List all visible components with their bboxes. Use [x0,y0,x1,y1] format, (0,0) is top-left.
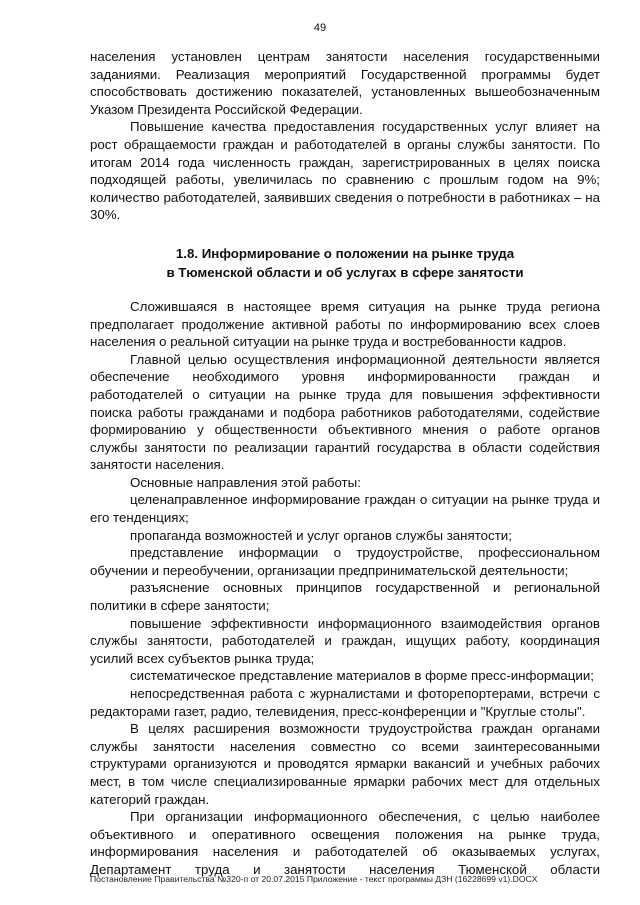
page-content [90,48,600,879]
page-number: 49 [313,22,327,34]
list-item: целенаправленное информирование граждан о ситуации на рынке труда и его тенденциях; [90,492,600,526]
section-heading-line: в Тюменской области и об услугах в сфере занятости [166,264,524,280]
list-item: непосредственная работа с журналистами и фоторепортерами, встречи с редакторами газет, радио, телевидения, пресс-конференции и "Круглые столы". [90,686,600,719]
page-footer: Постановление Правительства №320-п от 20.07.2015 Приложение - текст программы ДЗН (16228699 v1).DOCX [90,874,538,884]
section-heading-line: 1.8. Информирование о положении на рынке труда [175,245,515,261]
paragraph: При организации информационного обеспечения, с целью наиболее объективного и оперативного освещения положения на рынке труда, информирования населения и работодателей об оказываемых услугах, Департамент труда и занятости населения Тюменской области [90,809,600,877]
paragraph: Повышение качества предоставления государственных услуг влияет на рост обращаемости граждан и работодателей в органы службы занятости. По итогам 2014 года численность граждан, зарегистрированных в целях поиска подходящей работы, увеличилась по сравнению с прошлым годом на 9%; количество работодателей, заявивших сведения о потребности в работниках – на 30%. [90,119,600,223]
list-item: представление информации о трудоустройстве, профессиональном обучении и переобучении, организации предпринимательской деятельности; [90,545,600,578]
paragraph: В целях расширения возможности трудоустройства граждан органами службы занятости населения совместно со всеми заинтересованными структурами организуются и проводятся ярмарки вакансий и учебных рабочих мест, в том числе специализированные ярмарки рабочих мест для отдельных категорий граждан. [90,721,600,807]
list-item: разъяснение основных принципов государственной и региональной политики в сфере занятости; [90,580,600,614]
paragraph: Сложившаяся в настоящее время ситуация на рынке труда региона предполагает продолжение активной работы по информированию всех слоев населения о реальной ситуации на рынке труда и востребованности кадров. [90,298,600,350]
list-item: повышение эффективности информационного взаимодействия органов службы занятости, работодателей и граждан, ищущих работу, координация усилий всех субъектов рынка труда; [90,615,600,666]
paragraph: населения установлен центрам занятости населения государственными заданиями. Реализация мероприятий Государственной программы будет способствовать достижению показателей, установленных вышеобозначенным Указом Президента Российской Федерации. [90,49,600,117]
paragraph: Главной целью осуществления информационной деятельности является обеспечение необходимого уровня информированности граждан и работодателей о ситуации на рынке труда для повышения эффективности поиска работы гражданами и подбора работников работодателями, содействие формированию у общественности объективного мнения о работе органов службы занятости по реализации гарантий государства в области содействия занятости населения. [90,351,600,473]
list-item: пропаганда возможностей и услуг органов службы занятости; [130,527,512,543]
paragraph: Основные направления этой работы: [130,474,361,490]
list-item: систематическое представление материалов в форме пресс-информации; [130,668,594,684]
section-heading [90,244,600,282]
